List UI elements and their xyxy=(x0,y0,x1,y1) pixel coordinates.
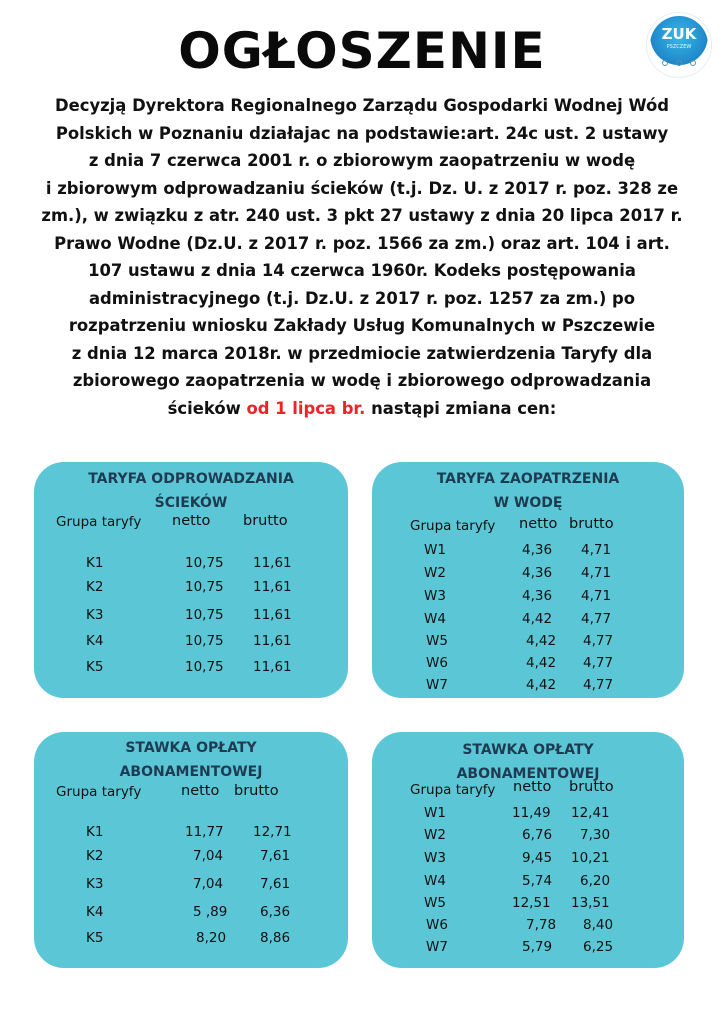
page-title: OGŁOSZENIE xyxy=(178,22,546,80)
row-net: 5,79 xyxy=(522,939,553,955)
announcement-text xyxy=(10,92,714,422)
water-tariff-card xyxy=(372,462,684,698)
card-title-line2: ABONAMENTOWEJ xyxy=(456,766,600,782)
logo-badge xyxy=(650,16,708,74)
row-group: K1 xyxy=(86,555,104,571)
recycle-icon xyxy=(690,60,696,66)
row-net: 10,75 xyxy=(185,633,224,649)
row-net: 11,77 xyxy=(185,824,224,840)
announcement-line: z dnia 7 czerwca 2001 r. o zbiorowym zaopatrzeniu w wodę xyxy=(88,151,636,170)
col-header-group: Grupa taryfy xyxy=(56,784,142,800)
house-icon xyxy=(676,60,682,66)
row-net: 10,75 xyxy=(185,555,224,571)
row-net: 4,42 xyxy=(522,611,553,627)
row-net: 4,36 xyxy=(522,565,553,581)
announcement-line: 107 ustawu z dnia 14 czerwca 1960r. Kodeks postępowania xyxy=(88,261,636,280)
row-gross: 4,77 xyxy=(583,633,614,649)
row-gross: 10,21 xyxy=(571,850,610,866)
col-header-gross: brutto xyxy=(569,516,614,532)
row-gross: 7,61 xyxy=(260,848,291,864)
row-gross: 4,77 xyxy=(583,655,614,671)
col-header-net: netto xyxy=(172,513,211,529)
announcement-line: i zbiorowym odprowadzaniu ścieków (t.j. Dz. U. z 2017 r. poz. 328 ze xyxy=(45,178,679,198)
announcement-line: Decyzją Dyrektora Regionalnego Zarządu Gospodarki Wodnej Wód xyxy=(55,96,669,115)
col-header-group: Grupa taryfy xyxy=(410,782,496,798)
row-gross: 12,41 xyxy=(571,805,610,821)
row-group: W5 xyxy=(426,633,448,649)
row-gross: 7,30 xyxy=(580,827,611,843)
col-header-group: Grupa taryfy xyxy=(56,514,142,530)
row-group: W4 xyxy=(424,873,446,889)
announcement-line: z dnia 12 marca 2018r. w przedmiocie zatwierdzenia Taryfy dla xyxy=(71,343,653,363)
row-group: W2 xyxy=(424,565,446,581)
row-gross: 6,20 xyxy=(580,873,611,889)
col-header-gross: brutto xyxy=(569,779,614,795)
row-group: W3 xyxy=(424,588,446,604)
row-net: 4,36 xyxy=(522,588,553,604)
water-subscription-card xyxy=(372,732,684,968)
row-gross: 11,61 xyxy=(253,579,292,595)
row-group: W1 xyxy=(424,805,446,821)
logo-icons xyxy=(662,58,696,68)
row-gross: 4,77 xyxy=(581,611,612,627)
drop-icon xyxy=(662,60,668,66)
row-group: K3 xyxy=(86,607,104,623)
row-group: K2 xyxy=(86,579,104,595)
card-title-line2: W WODĘ xyxy=(493,495,563,511)
row-net: 10,75 xyxy=(185,579,224,595)
row-gross: 8,40 xyxy=(583,917,614,933)
col-header-gross: brutto xyxy=(234,783,279,799)
card-title-line1: STAWKA OPŁATY xyxy=(462,742,594,758)
row-group: K3 xyxy=(86,876,104,892)
row-group: K4 xyxy=(86,904,104,920)
row-net: 5 ,89 xyxy=(193,904,228,920)
announcement-last-line xyxy=(10,395,714,423)
col-header-gross: brutto xyxy=(243,513,288,529)
row-gross: 4,71 xyxy=(581,588,612,604)
row-group: W7 xyxy=(426,939,448,955)
row-net: 7,04 xyxy=(193,876,224,892)
row-group: W4 xyxy=(424,611,446,627)
row-gross: 11,61 xyxy=(253,659,292,675)
card-title-line2: ABONAMENTOWEJ xyxy=(119,764,263,780)
zuk-logo xyxy=(646,12,712,78)
announcement-line: zm.), w związku z atr. 240 ust. 3 pkt 27 ustawy z dnia 20 lipca 2017 r. xyxy=(41,206,683,225)
row-group: K5 xyxy=(86,659,104,675)
col-header-net: netto xyxy=(513,779,552,795)
card-title-line1: TARYFA ODPROWADZANIA xyxy=(88,471,294,487)
row-group: K4 xyxy=(86,633,104,649)
row-net: 11,49 xyxy=(512,805,551,821)
row-group: K5 xyxy=(86,930,104,946)
row-gross: 6,25 xyxy=(583,939,614,955)
announcement-line: administracyjnego (t.j. Dz.U. z 2017 r. poz. 1257 za zm.) po xyxy=(88,288,636,308)
row-group: W6 xyxy=(426,917,448,933)
effective-date-highlight: od 1 lipca br. xyxy=(246,398,366,418)
row-net: 10,75 xyxy=(185,607,224,623)
row-gross: 4,77 xyxy=(583,677,614,693)
row-gross: 6,36 xyxy=(260,904,291,920)
row-net: 6,76 xyxy=(522,827,553,843)
row-gross: 8,86 xyxy=(260,930,291,946)
row-gross: 4,71 xyxy=(581,565,612,581)
card-title-line1: TARYFA ZAOPATRZENIA xyxy=(436,471,620,487)
announcement-line: zbiorowego zaopatrzenia w wodę i zbiorowego odprowadzania xyxy=(72,371,652,390)
row-group: W3 xyxy=(424,850,446,866)
row-net: 9,45 xyxy=(522,850,553,866)
row-group: W2 xyxy=(424,827,446,843)
row-net: 5,74 xyxy=(522,873,553,889)
row-group: W1 xyxy=(424,542,446,558)
row-gross: 7,61 xyxy=(260,876,291,892)
announcement-line: rozpatrzeniu wniosku Zakłady Usług Komunalnych w Pszczewie xyxy=(68,316,656,335)
row-net: 4,36 xyxy=(522,542,553,558)
sewage-subscription-card xyxy=(34,732,348,968)
row-gross: 12,71 xyxy=(253,824,292,840)
logo-text: ZUK xyxy=(661,25,697,43)
logo-subtext: PSZCZEW xyxy=(666,44,692,50)
announcement-line: Prawo Wodne (Dz.U. z 2017 r. poz. 1566 za zm.) oraz art. 104 i art. xyxy=(54,233,670,253)
announcement-line: Polskich w Poznaniu działajac na podstawie:art. 24c ust. 2 ustawy xyxy=(55,123,669,143)
col-header-net: netto xyxy=(519,516,558,532)
row-group: K1 xyxy=(86,824,104,840)
row-gross: 4,71 xyxy=(581,542,612,558)
row-gross: 11,61 xyxy=(253,633,292,649)
row-net: 4,42 xyxy=(526,677,557,693)
row-net: 4,42 xyxy=(526,655,557,671)
last-line-after: nastąpi zmiana cen: xyxy=(365,398,557,418)
row-net: 10,75 xyxy=(185,659,224,675)
row-net: 7,04 xyxy=(193,848,224,864)
last-line-before: ścieków xyxy=(167,398,247,418)
row-gross: 13,51 xyxy=(571,895,610,911)
row-gross: 11,61 xyxy=(253,607,292,623)
row-group: W5 xyxy=(424,895,446,911)
row-net: 4,42 xyxy=(526,633,557,649)
row-net: 7,78 xyxy=(526,917,557,933)
row-group: K2 xyxy=(86,848,104,864)
sewage-tariff-card xyxy=(34,462,348,698)
col-header-net: netto xyxy=(181,783,220,799)
card-title-line2: ŚCIEKÓW xyxy=(154,495,228,511)
card-title-line1: STAWKA OPŁATY xyxy=(125,740,257,756)
row-group: W6 xyxy=(426,655,448,671)
row-gross: 11,61 xyxy=(253,555,292,571)
col-header-group: Grupa taryfy xyxy=(410,518,496,534)
row-net: 8,20 xyxy=(196,930,227,946)
row-group: W7 xyxy=(426,677,448,693)
row-net: 12,51 xyxy=(512,895,551,911)
